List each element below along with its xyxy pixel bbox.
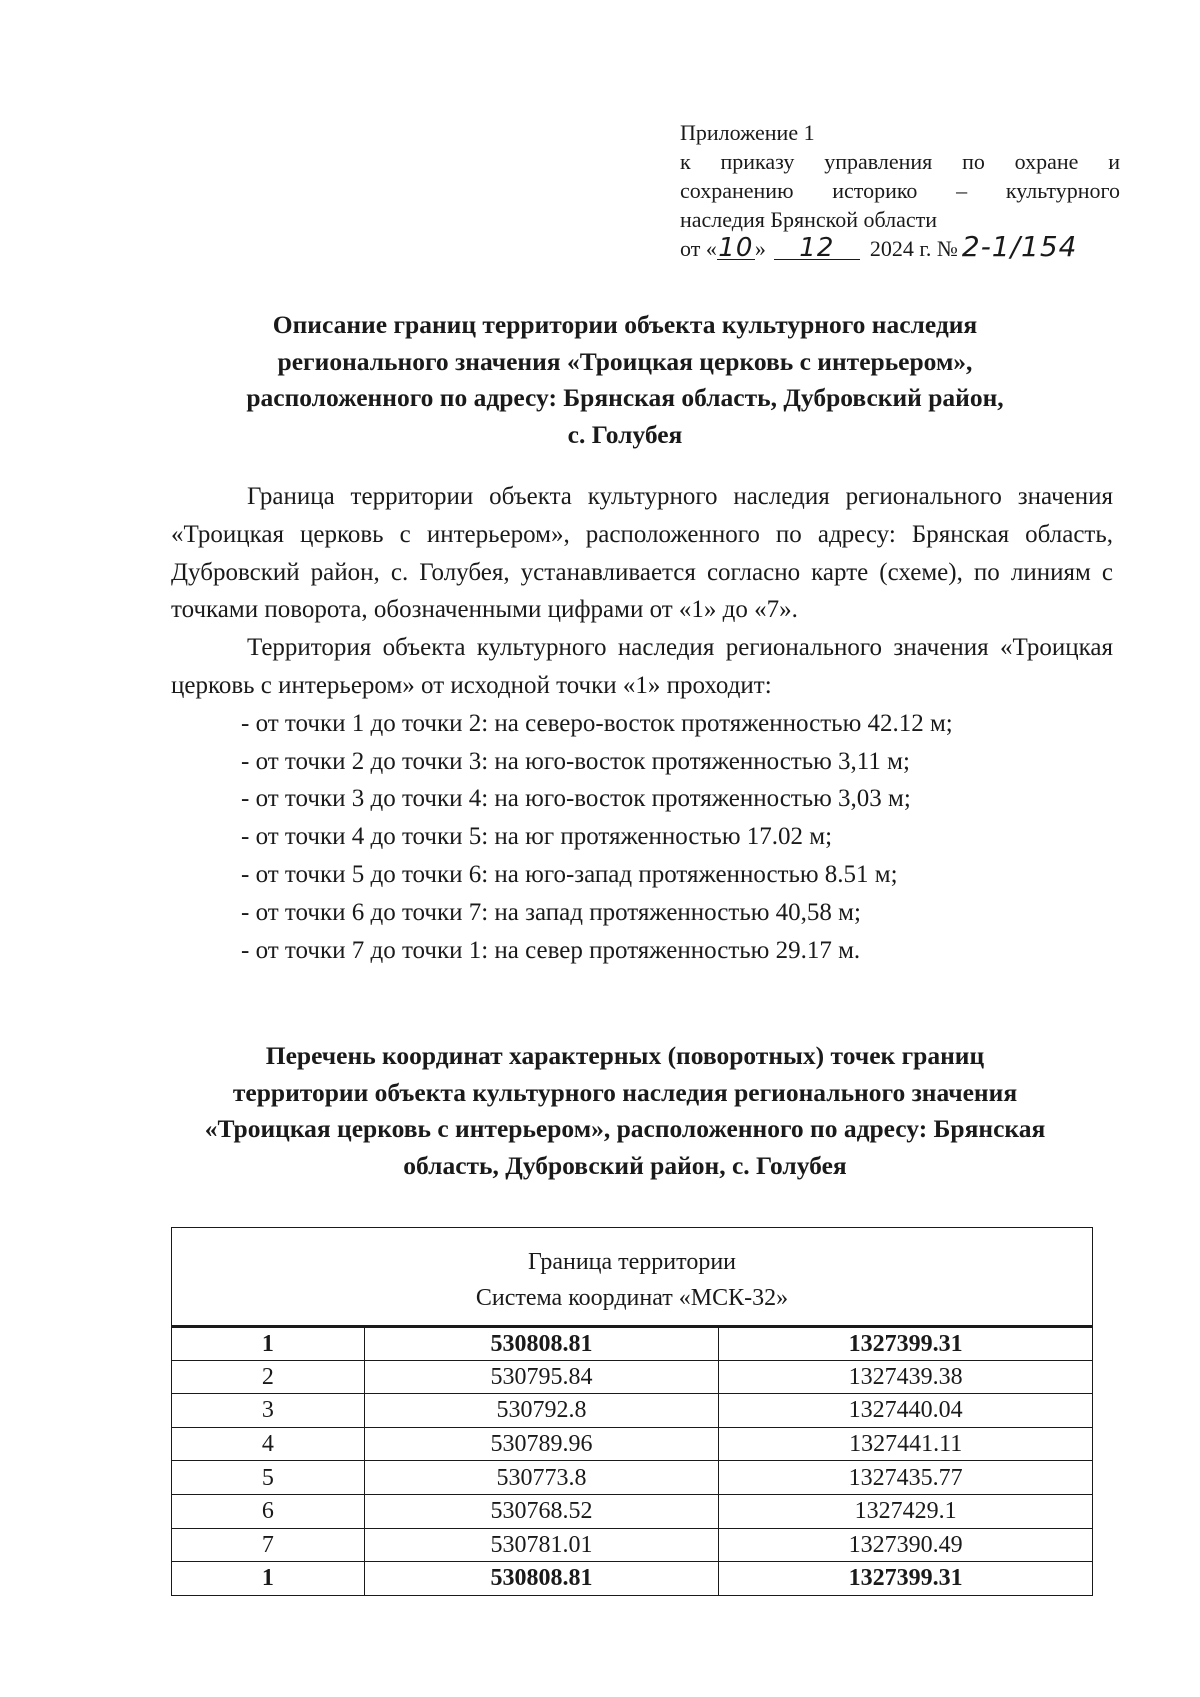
header-line-1: Граница территории	[527, 1248, 737, 1275]
title-line: территории объекта культурного наследия регионального значения	[232, 1077, 1018, 1107]
order-date-line	[680, 230, 1120, 263]
table-row	[172, 1562, 1093, 1596]
point-number: 1	[172, 1327, 365, 1361]
date-year: 2024 г. №	[869, 236, 958, 261]
coordinate-y: 1327399.31	[719, 1327, 1093, 1361]
coordinates-table	[171, 1227, 1093, 1596]
point-number: 3	[172, 1394, 365, 1428]
table-row	[172, 1327, 1093, 1361]
list-item: - от точки 6 до точки 7: на запад протяженностью 40,58 м;	[241, 898, 861, 926]
appendix-line-1: к приказу управления по охране и	[680, 149, 1120, 174]
list-item: - от точки 4 до точки 5: на юг протяженностью 17.02 м;	[241, 823, 833, 851]
table-row	[172, 1528, 1093, 1562]
list-item: - от точки 2 до точки 3: на юго-восток протяженностью 3,11 м;	[241, 747, 910, 775]
coordinate-y: 1327390.49	[719, 1528, 1093, 1562]
list-item: - от точки 7 до точки 1: на север протяженностью 29.17 м.	[241, 936, 861, 964]
point-number: 2	[172, 1360, 365, 1394]
title-line: область, Дубровский район, с. Голубея	[403, 1150, 847, 1180]
table-header	[172, 1228, 1093, 1327]
appendix-line-2: сохранению историко – культурного	[680, 178, 1120, 203]
list-item: - от точки 3 до точки 4: на юго-восток протяженностью 3,03 м;	[241, 785, 911, 813]
table-row	[172, 1461, 1093, 1495]
table-row	[172, 1360, 1093, 1394]
coordinate-x: 530773.8	[364, 1461, 719, 1495]
point-number: 1	[172, 1562, 365, 1596]
coordinate-y: 1327429.1	[719, 1494, 1093, 1528]
title-line: «Троицкая церковь с интерьером», расположенного по адресу: Брянская	[204, 1114, 1046, 1143]
coordinate-x: 530808.81	[364, 1327, 719, 1361]
handwritten-order-number: 2-1/154	[961, 230, 1078, 263]
title-line: расположенного по адресу: Брянская область, Дубровский район,	[246, 383, 1004, 412]
coordinate-x: 530808.81	[364, 1562, 719, 1596]
coordinate-y: 1327441.11	[719, 1427, 1093, 1461]
paragraph-boundary: Граница территории объекта культурного наследия регионального значения «Троицкая церковь с интерьером», расположенного по адресу: Брянская область, Дубровский район, с. Голубея, устанавливается согласно карте (схеме), по линиям с точками поворота, обозначенными цифрами от «1» до «7».	[171, 483, 1113, 624]
coordinate-x: 530795.84	[364, 1360, 719, 1394]
coordinate-x: 530768.52	[364, 1494, 719, 1528]
point-number: 4	[172, 1427, 365, 1461]
coordinate-x: 530789.96	[364, 1427, 719, 1461]
coordinates-title	[160, 1038, 1090, 1184]
document-body	[171, 478, 1113, 969]
point-number: 7	[172, 1528, 365, 1562]
date-mid: »	[754, 236, 766, 261]
table-row	[172, 1427, 1093, 1461]
coordinate-y: 1327440.04	[719, 1394, 1093, 1428]
date-prefix: от «	[680, 236, 717, 261]
title-line: регионального значения «Троицкая церковь с интерьером»,	[277, 346, 973, 376]
coordinate-y: 1327439.38	[719, 1360, 1093, 1394]
paragraph-territory: Территория объекта культурного наследия регионального значения «Троицкая церковь с интерьером» от исходной точки «1» проходит:	[171, 634, 1113, 699]
appendix-header	[680, 118, 1120, 263]
list-item: - от точки 5 до точки 6: на юго-запад протяженностью 8.51 м;	[241, 860, 898, 888]
table-header-row	[172, 1228, 1093, 1327]
coordinate-y: 1327435.77	[719, 1461, 1093, 1495]
table-row	[172, 1494, 1093, 1528]
coordinate-x: 530781.01	[364, 1528, 719, 1562]
list-item: - от точки 1 до точки 2: на северо-восток протяженностью 42.12 м;	[241, 709, 953, 737]
header-line-2: Система координат «МСК-32»	[475, 1284, 789, 1311]
coordinate-x: 530792.8	[364, 1394, 719, 1428]
point-number: 6	[172, 1494, 365, 1528]
coordinate-y: 1327399.31	[719, 1562, 1093, 1596]
appendix-line-3: наследия Брянской области	[680, 207, 938, 232]
table-row	[172, 1394, 1093, 1428]
title-line: Описание границ территории объекта культурного наследия	[272, 310, 978, 339]
point-number: 5	[172, 1461, 365, 1495]
handwritten-month: 12	[774, 237, 860, 260]
title-line: с. Голубея	[567, 419, 683, 449]
appendix-title: Приложение 1	[680, 120, 815, 145]
title-line: Перечень координат характерных (поворотных) точек границ	[265, 1041, 985, 1070]
handwritten-day: 10	[718, 233, 754, 263]
document-title	[160, 307, 1090, 453]
route-list	[171, 705, 1113, 970]
